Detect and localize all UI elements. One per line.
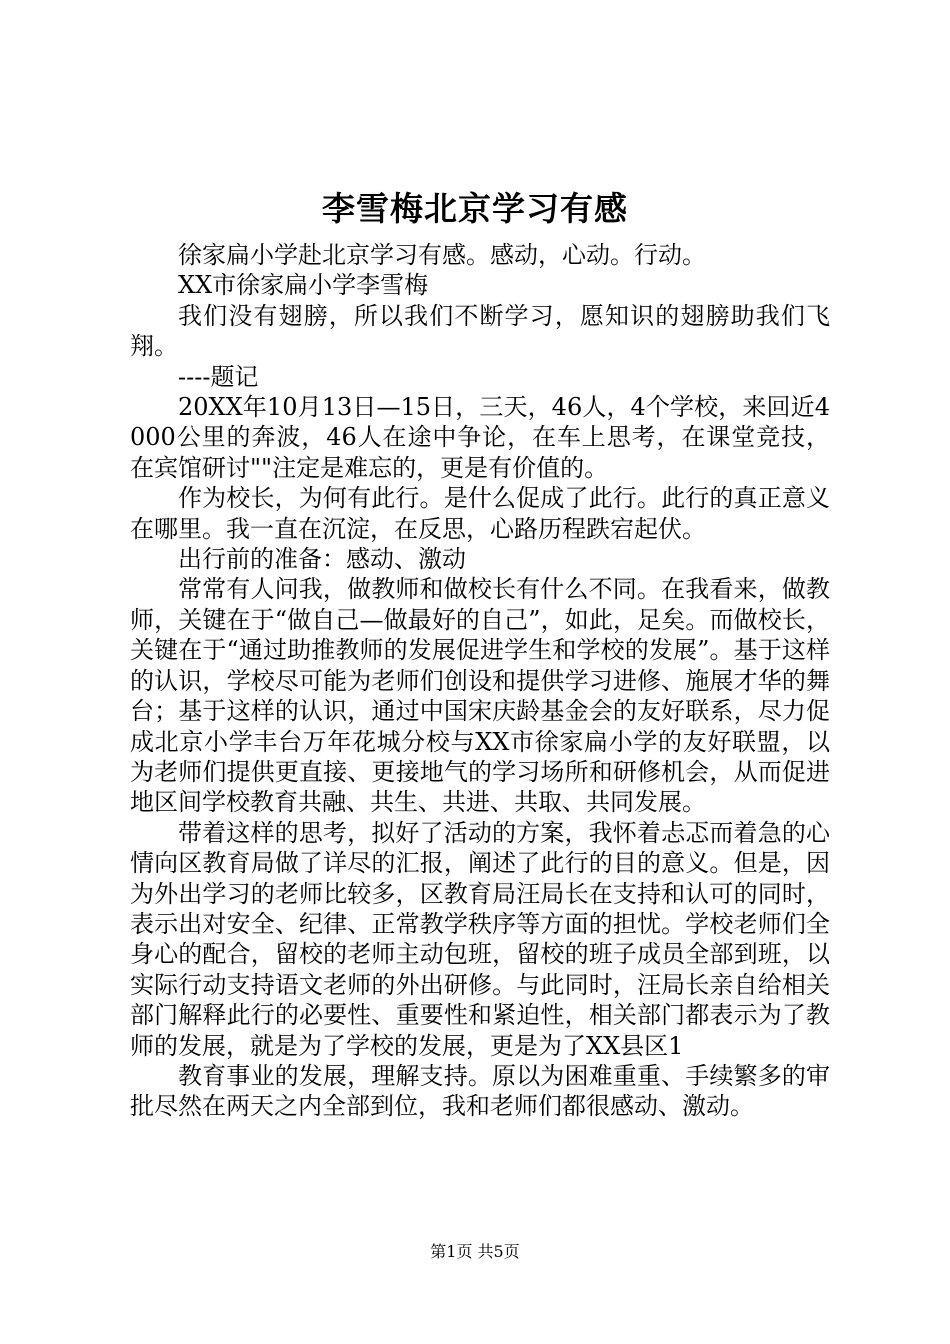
document-body (130, 240, 830, 1122)
paragraph-approval: 教育事业的发展，理解支持。原以为困难重重、手续繁多的审批尽然在两天之内全部到位，我和老师们都很感动、激动。 (130, 1061, 830, 1121)
paragraph-author: XX市徐家扁小学李雪梅 (178, 271, 429, 300)
paragraph-epigraph-attribution: ----题记 (178, 362, 259, 391)
paragraph-preparation: 带着这样的思考，拟好了活动的方案，我怀着忐忑而着急的心情向区教育局做了详尽的汇报，阐述了此行的目的意义。但是，因为外出学习的老师比较多，区教育局汪局长在支持和认可的同时，表示出对安全、纪律、正常教学秩序等方面的担忧。学校老师们全身心的配合，留校的老师主动包班，留校的班子成员全部到班，以实际行动支持语文老师的外出研修。与此同时，汪局长亲自给相关部门解释此行的必要性、重要性和紧迫性，相关部门都表示为了教师的发展，就是为了学校的发展，更是为了XX县区1 (130, 818, 830, 1060)
paragraph-epigraph: 我们没有翅膀，所以我们不断学习，愿知识的翅膀助我们飞翔。 (130, 301, 830, 361)
section-heading: 出行前的准备：感动、激动 (178, 545, 466, 574)
page-footer: 第1页 共5页 (430, 1242, 520, 1261)
document-title: 李雪梅北京学习有感 (322, 189, 628, 228)
paragraph-subtitle: 徐家扁小学赴北京学习有感。感动，心动。行动。 (178, 241, 706, 269)
paragraph-teacher-vs-principal: 常常有人问我，做教师和做校长有什么不同。在我看来，做教师，关键在于“做自己—做最好的自己”，如此，足矣。而做校长，关键在于“通过助推教师的发展促进学生和学校的发展”。基于这样的认识，学校尽可能为老师们创设和提供学习进修、施展才华的舞台；基于这样的认识，通过中国宋庆龄基金会的友好联系，尽力促成北京小学丰台万年花城分校与XX市徐家扁小学的友好联盟，以为老师们提供更直接、更接地气的学习场所和研修机会，从而促进地区间学校教育共融、共生、共进、共取、共同发展。 (130, 575, 830, 817)
paragraph-trip-summary: 20XX年10月13日—15日，三天，46人，4个学校，来回近4000公里的奔波，46人在途中争论，在车上思考，在课堂竞技，在宾馆研讨""注定是难忘的，更是有价值的。 (130, 393, 830, 482)
paragraph-purpose: 作为校长，为何有此行。是什么促成了此行。此行的真正意义在哪里。我一直在沉淀，在反思，心路历程跌宕起伏。 (130, 484, 830, 543)
